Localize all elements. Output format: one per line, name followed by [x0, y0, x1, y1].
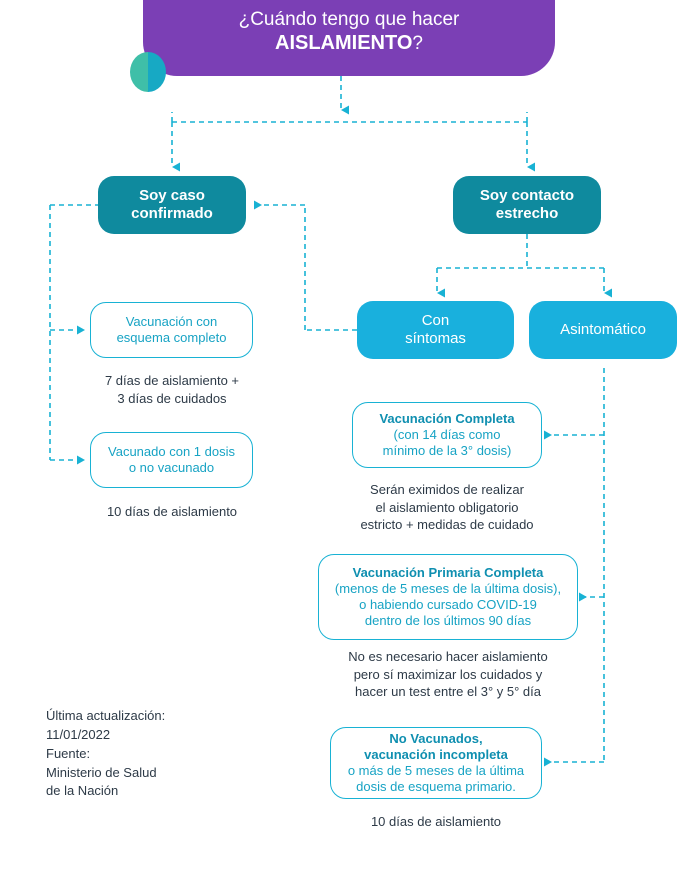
footer-line2: 11/01/2022	[46, 726, 111, 742]
node-contacto-estrecho[interactable]	[453, 176, 601, 234]
leaf-left-half-icon	[130, 52, 148, 92]
node-con-sintomas[interactable]	[357, 301, 514, 359]
node-con-sintomas-line1: Con	[421, 311, 450, 329]
caption-una-dosis-line1: 10 días de aislamiento	[106, 504, 238, 519]
node-vacunacion-completa-line3: mínimo de la 3° dosis)	[382, 442, 512, 458]
footer-line3: Fuente:	[46, 745, 91, 761]
node-vacunacion-completa[interactable]	[352, 402, 542, 468]
page-title-line1: ¿Cuándo tengo que hacer	[238, 8, 460, 30]
caption-vacunacion-primaria-line2: pero sí maximizar los cuidados y	[353, 666, 543, 682]
caption-vacunacion-completa	[330, 481, 564, 534]
node-vacunacion-primaria-line4: dentro de los últimos 90 días	[364, 612, 532, 628]
page-title-emphasis: AISLAMIENTO	[275, 32, 413, 55]
node-vacunacion-primaria-line3: o habiendo cursado COVID-19	[359, 597, 537, 612]
leaf-right-half-icon	[148, 52, 166, 92]
node-caso-confirmado-line2: confirmado	[131, 205, 213, 222]
page-title-line2	[275, 31, 423, 56]
node-no-vacunados[interactable]	[330, 727, 542, 799]
node-una-dosis-line1: Vacunado con 1 dosis	[108, 444, 235, 460]
node-contacto-estrecho-line2: estrecho	[495, 205, 559, 222]
caption-esquema-completo	[38, 372, 306, 407]
node-contacto-estrecho-line1: Soy contacto	[479, 186, 575, 204]
node-asintomatico-label: Asintomático	[560, 320, 646, 338]
caption-vacunacion-completa-line2: el aislamiento obligatorio	[375, 499, 519, 515]
node-con-sintomas-line2: síntomas	[405, 330, 466, 347]
node-no-vacunados-line3: o más de 5 meses de la última	[347, 763, 525, 778]
footer-source	[46, 707, 246, 801]
caption-vacunacion-completa-line3: estricto + medidas de cuidado	[360, 517, 534, 533]
footer-line5: de la Nación	[46, 783, 119, 799]
node-esquema-completo-line1: Vacunación con	[125, 314, 218, 330]
node-asintomatico[interactable]	[529, 301, 677, 359]
caption-vacunacion-completa-line1: Serán eximidos de realizar	[370, 482, 524, 497]
caption-vacunacion-primaria-line3: hacer un test entre el 3° y 5° día	[354, 684, 541, 700]
caption-esquema-completo-line1: 7 días de aislamiento +	[104, 373, 240, 388]
node-no-vacunados-line4: dosis de esquema primario.	[356, 778, 516, 794]
caption-no-vacunados	[320, 813, 552, 831]
node-esquema-completo[interactable]	[90, 302, 253, 358]
node-vacunacion-primaria-line2: (menos de 5 meses de la última dosis),	[334, 581, 562, 597]
caption-no-vacunados-line1: 10 días de aislamiento	[370, 814, 502, 829]
node-no-vacunados-line2: vacunación incompleta	[364, 747, 508, 763]
node-no-vacunados-line1: No Vacunados,	[389, 731, 483, 747]
node-esquema-completo-line2: esquema completo	[116, 330, 227, 345]
caption-vacunacion-primaria	[320, 648, 576, 701]
leaf-logo-icon	[130, 52, 166, 92]
node-vacunacion-completa-line2: (con 14 días como	[393, 427, 501, 443]
node-una-dosis-line2: o no vacunado	[128, 460, 215, 475]
page-title	[143, 0, 555, 76]
footer-line4: Ministerio de Salud	[46, 764, 157, 780]
node-una-dosis-o-no-vacunado[interactable]	[90, 432, 253, 488]
caption-una-dosis	[38, 503, 306, 521]
node-vacunacion-primaria-completa[interactable]	[318, 554, 578, 640]
page-title-question-mark: ?	[412, 33, 423, 55]
caption-esquema-completo-line2: 3 días de cuidados	[117, 390, 227, 406]
node-vacunacion-completa-line1: Vacunación Completa	[379, 411, 515, 427]
node-caso-confirmado[interactable]	[98, 176, 246, 234]
node-vacunacion-primaria-line1: Vacunación Primaria Completa	[352, 565, 544, 581]
footer-line1: Última actualización:	[46, 708, 166, 723]
node-caso-confirmado-line1: Soy caso	[139, 186, 205, 204]
caption-vacunacion-primaria-line1: No es necesario hacer aislamiento	[348, 649, 548, 664]
